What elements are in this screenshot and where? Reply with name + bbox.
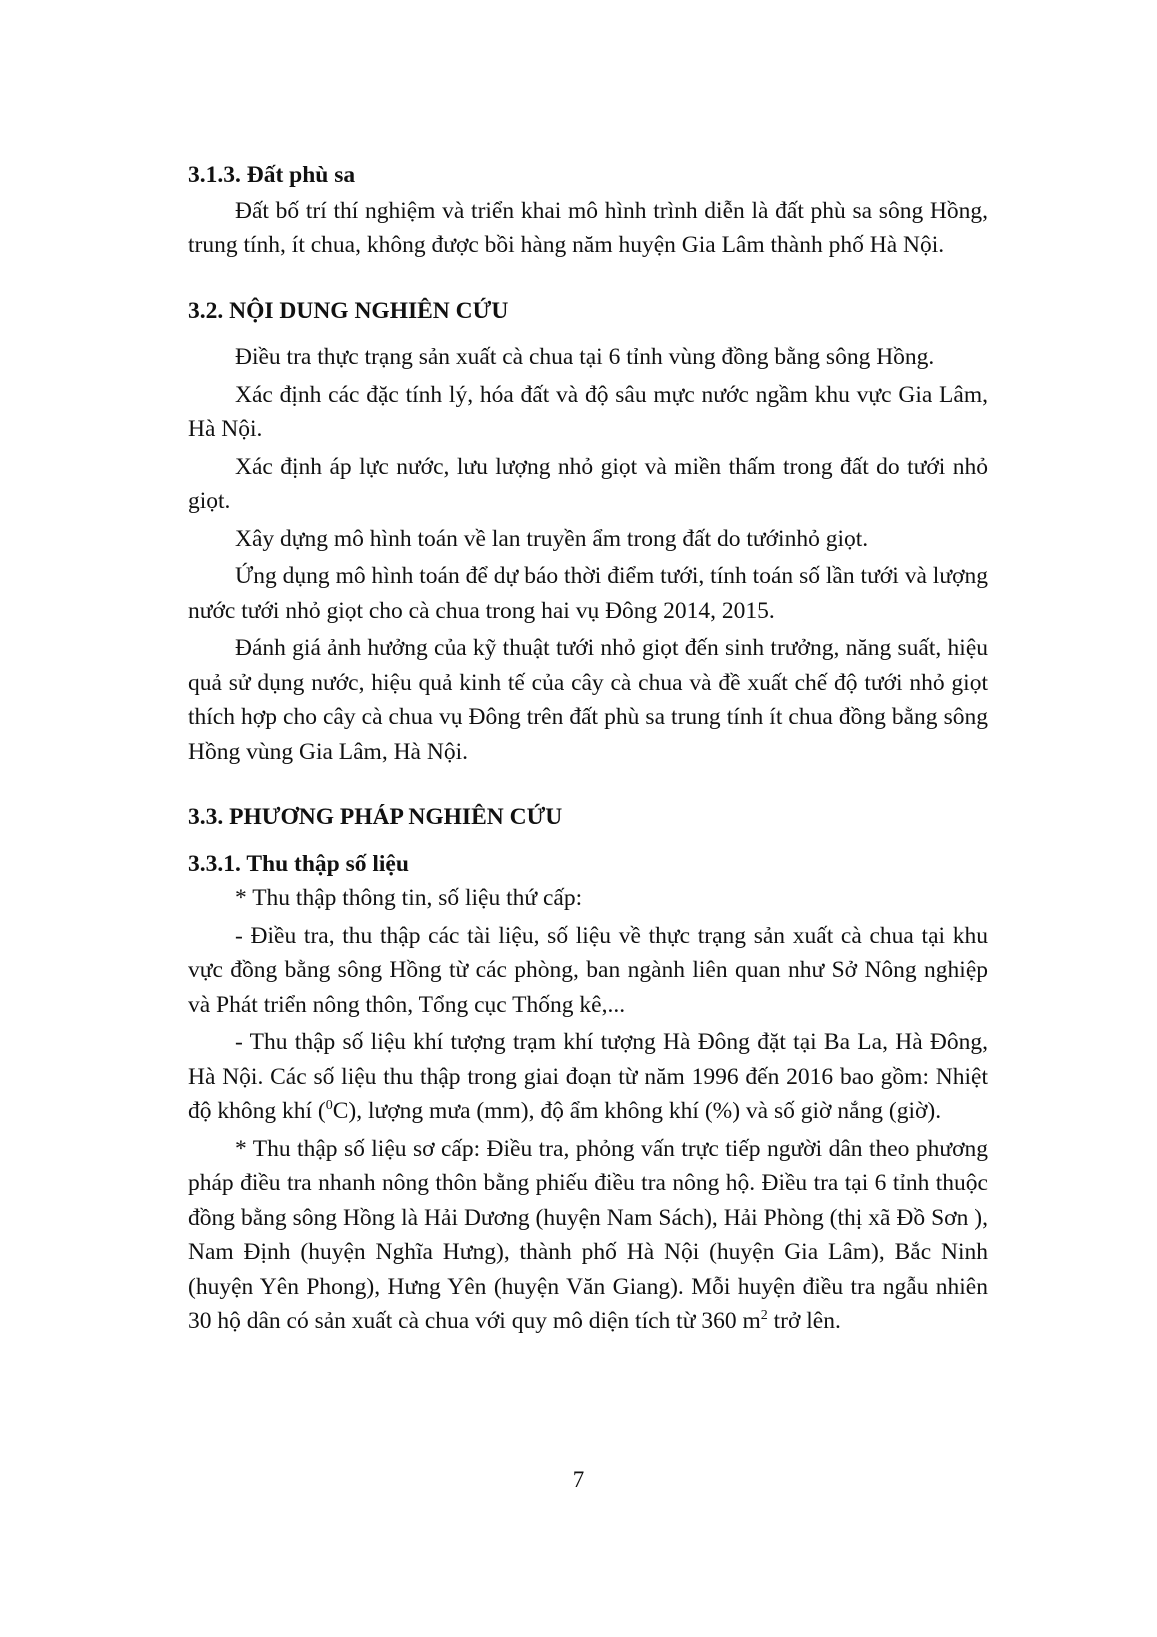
secondary-data-item-2 [188, 1025, 988, 1129]
section-3-3-heading: 3.3. PHƯƠNG PHÁP NGHIÊN CỨU [188, 804, 563, 830]
primary-data-paragraph [188, 1132, 988, 1339]
secondary-item-2-text-a: - Thu thập số liệu khí tượng trạm khí tượng Hà Đông đặt tại Ba La, Hà Đông, Hà Nội. Các số liệu thu thập trong giai đoạn từ năm 1996 đến 2016 bao gồm: Nhiệt độ không khí ( [188, 1029, 988, 1124]
secondary-item-2-text-b: C), lượng mưa (mm), độ ẩm không khí (%) và số giờ nắng (giờ). [332, 1098, 942, 1124]
primary-text-a: * Thu thập số liệu sơ cấp: Điều tra, phỏng vấn trực tiếp người dân theo phương pháp điều tra nhanh nông thôn bằng phiếu điều tra nông hộ. Điều tra tại 6 tỉnh thuộc đồng bằng sông Hồng là Hải Dương (huyện Nam Sách), Hải Phòng (thị xã Đồ Sơn ), Nam Định (huyện Nghĩa Hưng), thành phố Hà Nội (huyện Gia Lâm), Bắc Ninh (huyện Yên Phong), Hưng Yên (huyện Văn Giang). Mỗi huyện điều tra ngẫu nhiên 30 hộ dân có sản xuất cà chua với quy mô diện tích từ 360 m [188, 1135, 988, 1334]
content-item-5: Ứng dụng mô hình toán để dự báo thời điểm tưới, tính toán số lần tưới và lượng nước tưới nhỏ giọt cho cà chua trong hai vụ Đông 2014, 2015. [188, 563, 988, 624]
content-item-1: Điều tra thực trạng sản xuất cà chua tại 6 tỉnh vùng đồng bằng sông Hồng. [235, 344, 935, 370]
content-item-2: Xác định các đặc tính lý, hóa đất và độ sâu mực nước ngầm khu vực Gia Lâm, Hà Nội. [188, 381, 988, 442]
primary-text-b: trở lên. [767, 1308, 841, 1334]
secondary-data-intro: * Thu thập thông tin, số liệu thứ cấp: [235, 885, 583, 911]
content-item-4: Xây dựng mô hình toán về lan truyền ẩm trong đất do tướinhỏ giọt. [235, 525, 869, 552]
area-superscript: 2 [760, 1308, 768, 1324]
content-item-3: Xác định áp lực nước, lưu lượng nhỏ giọt và miền thấm trong đất do tưới nhỏ giọt. [188, 453, 988, 514]
section-3-3-1-heading: 3.3.1. Thu thập số liệu [188, 850, 409, 877]
degree-superscript: 0 [325, 1098, 333, 1114]
section-3-2-heading: 3.2. NỘI DUNG NGHIÊN CỨU [188, 297, 509, 324]
page-content [188, 158, 988, 1339]
content-item-6: Đánh giá ảnh hưởng của kỹ thuật tưới nhỏ giọt đến sinh trưởng, năng suất, hiệu quả sử dụng nước, hiệu quả kinh tế của cây cà chua và đề xuất chế độ tưới nhỏ giọt thích hợp cho cây cà chua vụ Đông trên đất phù sa trung tính ít chua đồng bằng sông Hồng vùng Gia Lâm, Hà Nội. [188, 635, 988, 765]
secondary-data-item-1: - Điều tra, thu thập các tài liệu, số liệu về thực trạng sản xuất cà chua tại khu vực đồng bằng sông Hồng từ các phòng, ban ngành liên quan như Sở Nông nghiệp và Phát triển nông thôn, Tổng cục Thống kê,... [188, 922, 988, 1018]
section-3-1-3-heading: 3.1.3. Đất phù sa [188, 162, 356, 188]
page-number: 7 [572, 1467, 585, 1492]
section-3-1-3-paragraph: Đất bố trí thí nghiệm và triển khai mô hình trình diễn là đất phù sa sông Hồng, trung tính, ít chua, không được bồi hàng năm huyện Gia Lâm thành phố Hà Nội. [188, 197, 988, 258]
